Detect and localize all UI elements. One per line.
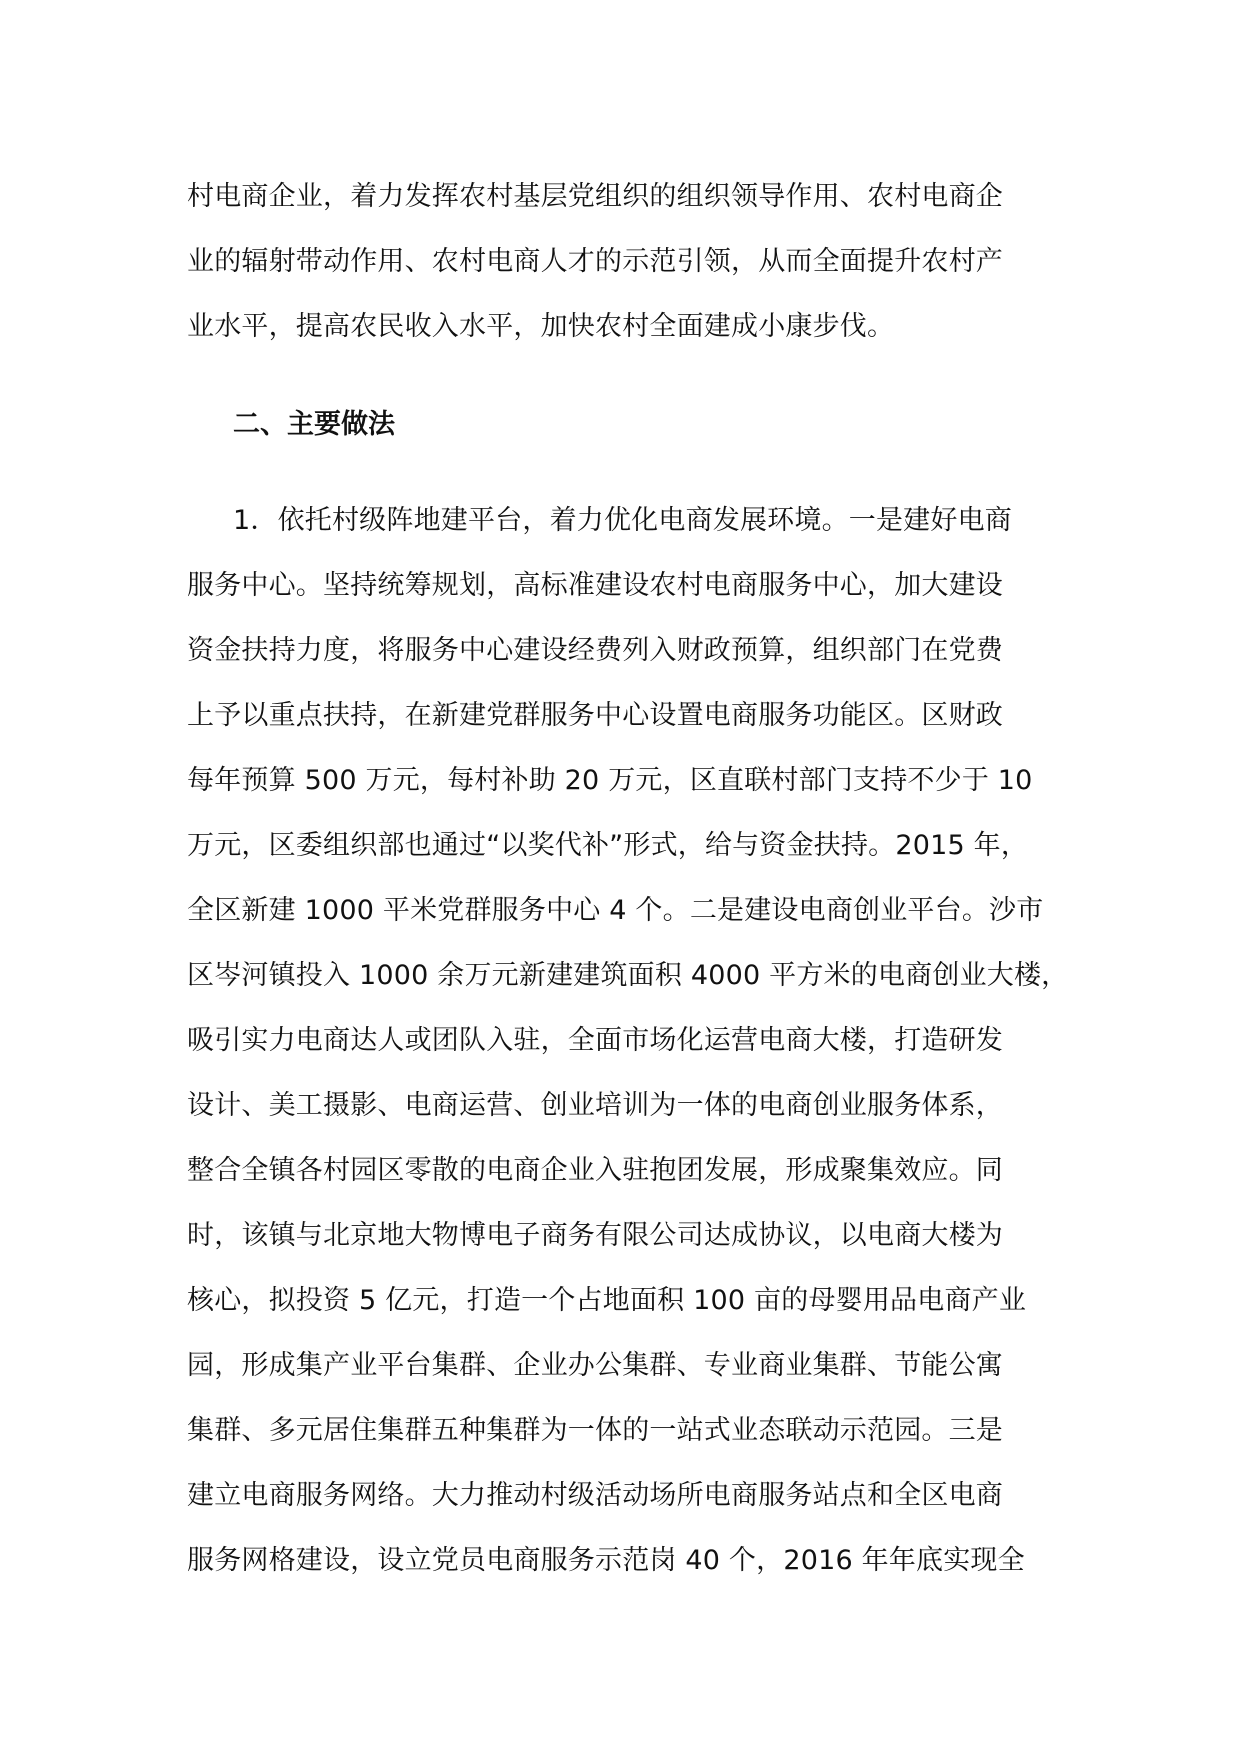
text-line: 村电商企业，着力发挥农村基层党组织的组织领导作用、农村电商企	[187, 181, 1003, 212]
text-line: 1．依托村级阵地建平台，着力优化电商发展环境。一是建好电商	[233, 505, 1012, 536]
text-line: 集群、多元居住集群五种集群为一体的一站式业态联动示范园。三是	[187, 1415, 1003, 1446]
intro-paragraph	[187, 164, 1087, 359]
text-line: 服务网格建设，设立党员电商服务示范岗 40 个，2016 年年底实现全	[187, 1545, 1025, 1576]
text-line: 核心，拟投资 5 亿元，打造一个占地面积 100 亩的母婴用品电商产业	[187, 1285, 1027, 1316]
text-line: 每年预算 500 万元，每村补助 20 万元，区直联村部门支持不少于 10	[187, 765, 1033, 796]
text-line: 万元，区委组织部也通过“以奖代补”形式，给与资金扶持。2015 年，	[187, 830, 1029, 861]
text-line: 全区新建 1000 平米党群服务中心 4 个。二是建设电商创业平台。沙市	[187, 895, 1044, 926]
text-line: 业的辐射带动作用、农村电商人才的示范引领，从而全面提升农村产	[187, 246, 1003, 277]
text-line: 整合全镇各村园区零散的电商企业入驻抱团发展，形成聚集效应。同	[187, 1155, 1003, 1186]
text-line: 设计、美工摄影、电商运营、创业培训为一体的电商创业服务体系，	[187, 1090, 1003, 1121]
body-paragraph	[187, 488, 1087, 1593]
section-heading: 二、主要做法	[233, 409, 395, 440]
text-line: 资金扶持力度，将服务中心建设经费列入财政预算，组织部门在党费	[187, 635, 1003, 666]
text-line: 服务中心。坚持统筹规划，高标准建设农村电商服务中心，加大建设	[187, 570, 1003, 601]
text-line: 园，形成集产业平台集群、企业办公集群、专业商业集群、节能公寓	[187, 1350, 1003, 1381]
text-line: 吸引实力电商达人或团队入驻，全面市场化运营电商大楼，打造研发	[187, 1025, 1003, 1056]
text-line: 区岑河镇投入 1000 余万元新建建筑面积 4000 平方米的电商创业大楼，	[187, 960, 1069, 991]
text-line: 时，该镇与北京地大物博电子商务有限公司达成协议，以电商大楼为	[187, 1220, 1003, 1251]
text-line: 业水平，提高农民收入水平，加快农村全面建成小康步伐。	[187, 311, 895, 342]
text-line: 建立电商服务网络。大力推动村级活动场所电商服务站点和全区电商	[187, 1480, 1003, 1511]
text-line: 上予以重点扶持，在新建党群服务中心设置电商服务功能区。区财政	[187, 700, 1003, 731]
